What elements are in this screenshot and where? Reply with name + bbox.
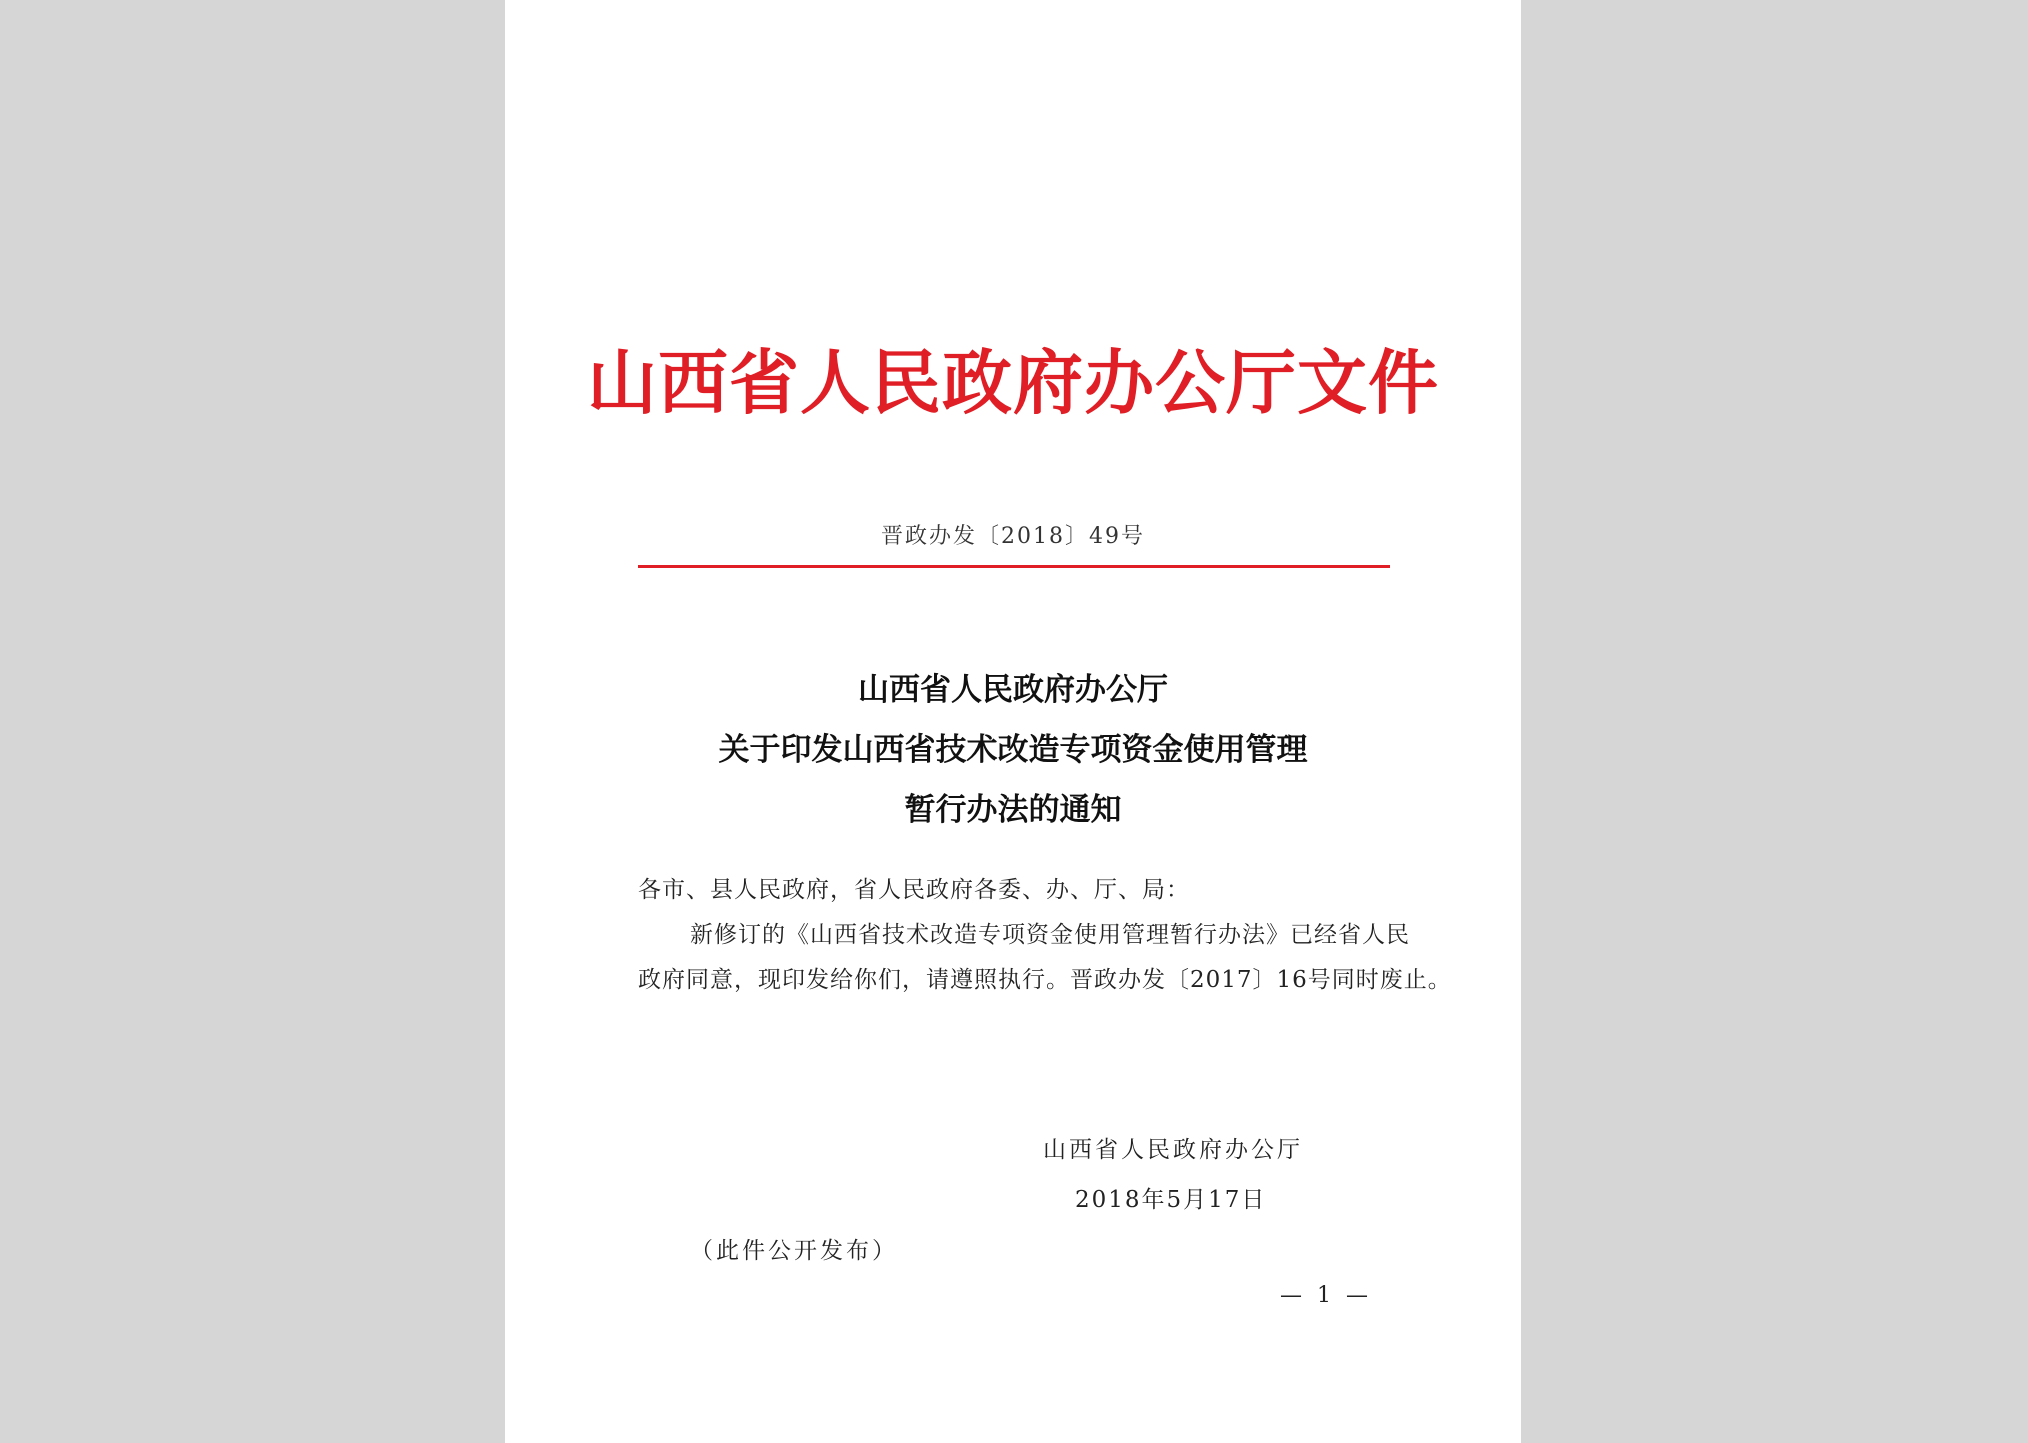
publish-note: （此件公开发布） (690, 1238, 898, 1264)
page-number: — 1 — (1280, 1283, 1372, 1308)
signature-date: 2018年5月17日 (1075, 1187, 1267, 1213)
document-header-title: 山西省人民政府办公厅文件 (587, 341, 1439, 424)
header-red-rule (638, 565, 1390, 568)
notice-title-line: 暂行办法的通知 (904, 792, 1122, 828)
document-page (505, 0, 1521, 1443)
body-paragraph-line: 新修订的《山西省技术改造专项资金使用管理暂行办法》已经省人民 (690, 922, 1410, 948)
notice-body (638, 868, 1452, 1003)
notice-title (505, 660, 1521, 840)
notice-title-line: 山西省人民政府办公厅 (858, 672, 1168, 708)
body-paragraph-line: 政府同意，现印发给你们，请遵照执行。晋政办发〔2017〕16号同时废止。 (638, 967, 1452, 993)
document-number: 晋政办发〔2018〕49号 (881, 524, 1145, 549)
signature-organization: 山西省人民政府办公厅 (1043, 1137, 1303, 1163)
notice-title-line: 关于印发山西省技术改造专项资金使用管理 (718, 732, 1308, 768)
recipients-line: 各市、县人民政府，省人民政府各委、办、厅、局： (638, 877, 1190, 903)
